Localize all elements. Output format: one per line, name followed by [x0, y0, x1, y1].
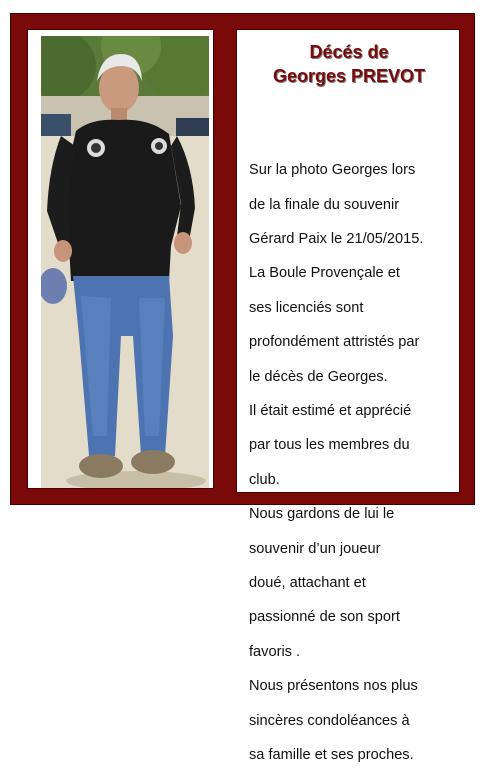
memorial-frame [10, 13, 475, 764]
tribute-text [249, 145, 459, 782]
page-title [237, 41, 461, 89]
text-line: Sur la photo Georges lors [249, 162, 416, 179]
text-line: Nous gardons de lui le [249, 506, 395, 523]
text-line: de la finale du souvenir [249, 196, 400, 213]
text-panel [236, 29, 460, 764]
text-line: sincères condoléances à [249, 712, 410, 729]
text-line: le décès de Georges. [249, 368, 388, 385]
text-line: par tous les membres du [249, 437, 410, 454]
title-line-1: Décés de [309, 42, 389, 62]
text-line: sa famille et ses proches. [249, 747, 414, 764]
text-line: favoris . [249, 643, 301, 660]
text-line: doué, attachant et [249, 575, 366, 592]
photo-panel [27, 29, 214, 489]
text-line: ses licenciés sont [249, 299, 364, 316]
text-line: La Boule Provençale et [249, 265, 400, 282]
text-line: Il était estimé et apprécié [249, 403, 412, 420]
text-line: club. [249, 471, 280, 488]
text-line: Nous présentons nos plus [249, 678, 418, 695]
text-line: passionné de son sport [249, 609, 400, 626]
title-line-2: Georges PREVOT [272, 66, 426, 86]
portrait-photo [41, 36, 209, 489]
portrait-illustration [41, 36, 209, 489]
text-line: Gérard Paix le 21/05/2015. [249, 231, 424, 248]
text-line: profondément attristés par [249, 334, 420, 351]
text-line: souvenir d’un joueur [249, 540, 381, 557]
